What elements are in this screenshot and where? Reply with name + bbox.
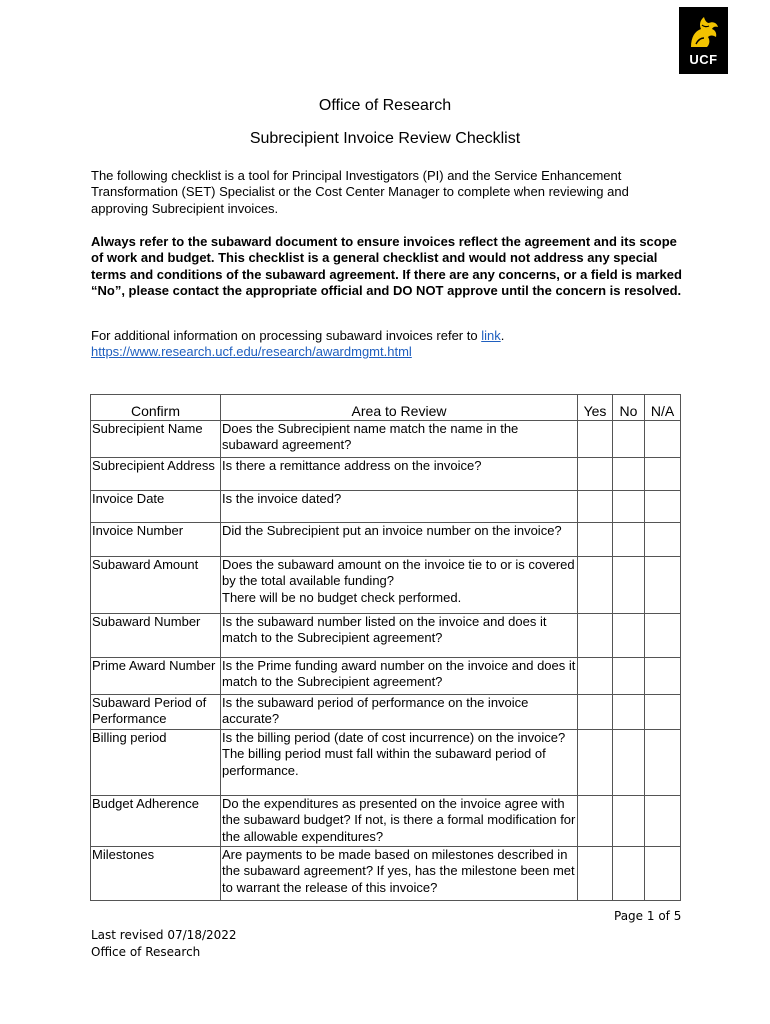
footer-office: Office of Research [91, 945, 201, 959]
additional-info [91, 328, 683, 361]
table-row [91, 491, 681, 523]
na-box[interactable] [645, 491, 681, 523]
na-box[interactable] [645, 695, 681, 730]
header-na: N/A [645, 395, 681, 421]
yes-box[interactable] [578, 695, 613, 730]
table-row [91, 730, 681, 796]
table-row [91, 614, 681, 658]
no-box[interactable] [613, 614, 645, 658]
na-box[interactable] [645, 421, 681, 458]
na-box[interactable] [645, 557, 681, 614]
yes-box[interactable] [578, 614, 613, 658]
area-note: The billing period must fall within the subaward period of performance. [222, 746, 546, 778]
page-number: Page 1 of 5 [614, 909, 682, 923]
yes-box[interactable] [578, 557, 613, 614]
area-cell: Do the expenditures as presented on the invoice agree with the subaward budget? If not, is there a formal modification for the allowable expenditures? [221, 796, 578, 847]
area-cell: Did the Subrecipient put an invoice number on the invoice? [221, 523, 578, 557]
table-row [91, 421, 681, 458]
area-cell: Does the Subrecipient name match the name in the subaward agreement? [221, 421, 578, 458]
area-cell: Is the invoice dated? [221, 491, 578, 523]
na-box[interactable] [645, 730, 681, 796]
table-row [91, 695, 681, 730]
awardmgmt-url-link[interactable]: https://www.research.ucf.edu/research/awardmgmt.html [91, 344, 412, 360]
area-note: There will be no budget check performed. [222, 589, 462, 605]
table-row [91, 658, 681, 695]
yes-box[interactable] [578, 847, 613, 901]
na-box[interactable] [645, 847, 681, 901]
confirm-cell: Milestones [91, 847, 221, 901]
confirm-cell: Billing period [91, 730, 221, 796]
table-row [91, 847, 681, 901]
no-box[interactable] [613, 695, 645, 730]
table-row [91, 557, 681, 614]
yes-box[interactable] [578, 658, 613, 695]
no-box[interactable] [613, 458, 645, 491]
confirm-cell: Invoice Number [91, 523, 221, 557]
yes-box[interactable] [578, 491, 613, 523]
footer-revised: Last revised 07/18/2022 [91, 928, 237, 942]
no-box[interactable] [613, 421, 645, 458]
area-cell: Is the subaward period of performance on the invoice accurate? [221, 695, 578, 730]
logo-text: UCF [689, 52, 718, 67]
page-title: Office of Research [318, 97, 452, 114]
table-row [91, 796, 681, 847]
table-row [91, 458, 681, 491]
yes-box[interactable] [578, 458, 613, 491]
warning-paragraph: Always refer to the subaward document to ensure invoices reflect the agreement and its scope of work and budget. This checklist is a general checklist and would not address any special terms and conditions of the subaward agreement. If there are any concerns, or a field is marked “No”, please contact the appropriate official and DO NOT approve until the concern is resolved. [91, 234, 682, 298]
pegasus-icon [687, 13, 721, 51]
no-box[interactable] [613, 523, 645, 557]
area-text: Does the subaward amount on the invoice tie to or is covered by the total available funding? [222, 557, 575, 589]
na-box[interactable] [645, 458, 681, 491]
confirm-cell: Subrecipient Address [91, 458, 221, 491]
link-inline[interactable]: link [481, 328, 501, 343]
na-box[interactable] [645, 523, 681, 557]
yes-box[interactable] [578, 421, 613, 458]
yes-box[interactable] [578, 730, 613, 796]
no-box[interactable] [613, 730, 645, 796]
area-cell: Is there a remittance address on the invoice? [221, 458, 578, 491]
ucf-logo [679, 7, 728, 74]
intro-paragraph: The following checklist is a tool for Principal Investigators (PI) and the Service Enhancement Transformation (SET) Specialist or the Cost Center Manager to complete when reviewing and approving Subrecipient invoices. [91, 168, 629, 216]
confirm-cell: Subaward Amount [91, 557, 221, 614]
na-box[interactable] [645, 796, 681, 847]
confirm-cell: Subaward Number [91, 614, 221, 658]
header-yes: Yes [578, 395, 613, 421]
no-box[interactable] [613, 557, 645, 614]
header-area-to-review: Area to Review [221, 395, 578, 421]
area-cell: Are payments to be made based on milestones described in the subaward agreement? If yes, has the milestone been met to warrant the release of this invoice? [221, 847, 578, 901]
page-subtitle: Subrecipient Invoice Review Checklist [249, 130, 521, 147]
additional-info-period: . [500, 328, 505, 343]
no-box[interactable] [613, 796, 645, 847]
area-text: Is the billing period (date of cost incurrence) on the invoice? [222, 730, 566, 745]
area-cell: Is the subaward number listed on the invoice and does it match to the Subrecipient agreement? [221, 614, 578, 658]
no-box[interactable] [613, 491, 645, 523]
yes-box[interactable] [578, 796, 613, 847]
confirm-cell: Subrecipient Name [91, 421, 221, 458]
table-row [91, 523, 681, 557]
confirm-cell: Subaward Period of Performance [91, 695, 221, 730]
na-box[interactable] [645, 658, 681, 695]
no-box[interactable] [613, 847, 645, 901]
confirm-cell: Prime Award Number [91, 658, 221, 695]
checklist-table [90, 394, 681, 901]
header-no: No [613, 395, 645, 421]
yes-box[interactable] [578, 523, 613, 557]
header-confirm: Confirm [91, 395, 221, 421]
area-cell [221, 730, 578, 796]
confirm-cell: Budget Adherence [91, 796, 221, 847]
no-box[interactable] [613, 658, 645, 695]
area-cell: Is the Prime funding award number on the invoice and does it match to the Subrecipient agreement? [221, 658, 578, 695]
confirm-cell: Invoice Date [91, 491, 221, 523]
additional-info-text: For additional information on processing subaward invoices refer to [91, 328, 482, 343]
na-box[interactable] [645, 614, 681, 658]
area-cell [221, 557, 578, 614]
table-header-row [91, 395, 681, 421]
